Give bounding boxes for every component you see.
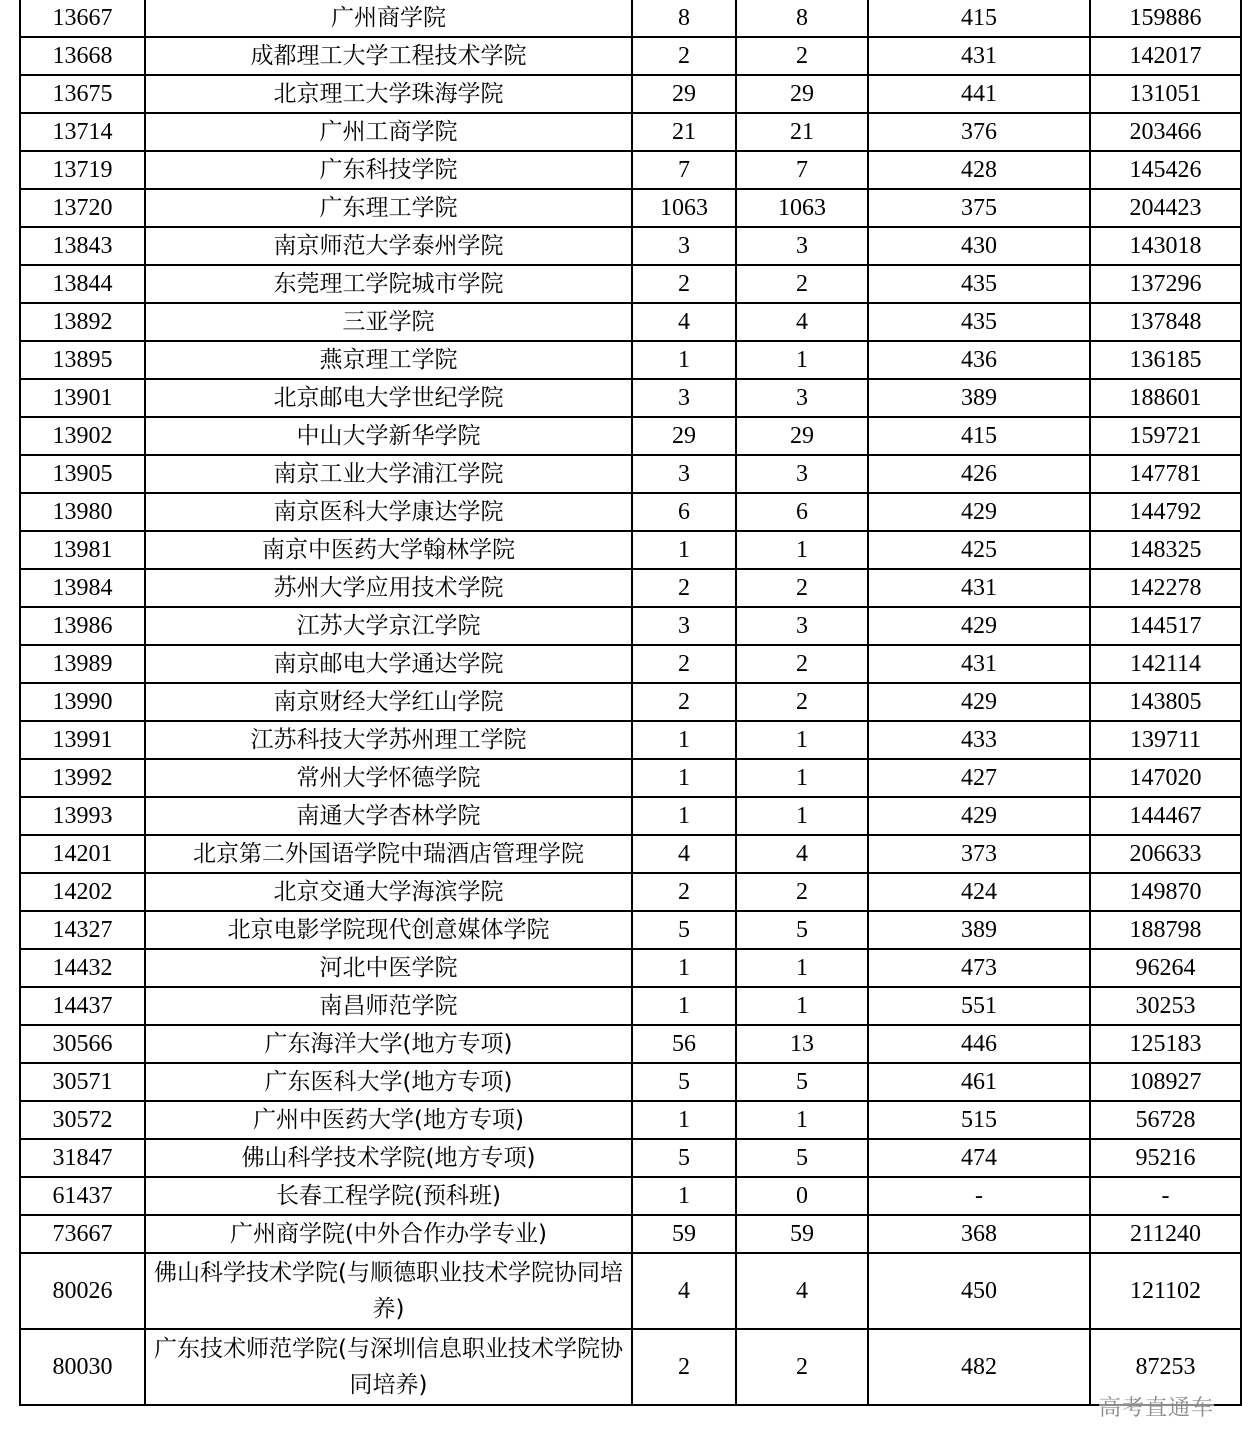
admitted-count-cell: 4 <box>736 303 868 341</box>
admitted-count-cell: 2 <box>736 683 868 721</box>
min-score-cell: 429 <box>868 607 1090 645</box>
school-name-cell: 苏州大学应用技术学院 <box>145 569 632 607</box>
admitted-count-cell: 59 <box>736 1215 868 1253</box>
table-row <box>20 1063 1241 1101</box>
admitted-count-cell: 1 <box>736 341 868 379</box>
admitted-count-cell: 2 <box>736 569 868 607</box>
table-row <box>20 1329 1241 1405</box>
school-name-cell: 常州大学怀德学院 <box>145 759 632 797</box>
school-name-cell: 北京电影学院现代创意媒体学院 <box>145 911 632 949</box>
school-code-cell: 13892 <box>20 303 145 341</box>
school-name-cell: 北京邮电大学世纪学院 <box>145 379 632 417</box>
school-name-cell: 河北中医学院 <box>145 949 632 987</box>
school-code-cell: 13905 <box>20 455 145 493</box>
min-rank-cell: 95216 <box>1090 1139 1241 1177</box>
min-score-cell: 551 <box>868 987 1090 1025</box>
table-row <box>20 379 1241 417</box>
plan-count-cell: 1 <box>632 987 736 1025</box>
school-name-cell: 南京中医药大学翰林学院 <box>145 531 632 569</box>
min-rank-cell: 56728 <box>1090 1101 1241 1139</box>
admitted-count-cell: 5 <box>736 1063 868 1101</box>
table-row <box>20 721 1241 759</box>
school-name-cell: 江苏科技大学苏州理工学院 <box>145 721 632 759</box>
table-row <box>20 835 1241 873</box>
min-score-cell: 389 <box>868 911 1090 949</box>
admitted-count-cell: 1 <box>736 759 868 797</box>
school-name-cell: 燕京理工学院 <box>145 341 632 379</box>
min-rank-cell: 147020 <box>1090 759 1241 797</box>
school-code-cell: 13719 <box>20 151 145 189</box>
school-name-cell: 南京医科大学康达学院 <box>145 493 632 531</box>
min-rank-cell: 148325 <box>1090 531 1241 569</box>
school-name-cell: 北京第二外国语学院中瑞酒店管理学院 <box>145 835 632 873</box>
min-score-cell: 436 <box>868 341 1090 379</box>
admitted-count-cell: 8 <box>736 0 868 37</box>
school-name-cell: 南京邮电大学通达学院 <box>145 645 632 683</box>
plan-count-cell: 4 <box>632 303 736 341</box>
min-score-cell: 433 <box>868 721 1090 759</box>
school-name-cell: 中山大学新华学院 <box>145 417 632 455</box>
school-name-cell: 成都理工大学工程技术学院 <box>145 37 632 75</box>
plan-count-cell: 2 <box>632 37 736 75</box>
school-code-cell: 73667 <box>20 1215 145 1253</box>
plan-count-cell: 29 <box>632 75 736 113</box>
min-score-cell: 373 <box>868 835 1090 873</box>
table-row <box>20 987 1241 1025</box>
min-score-cell: 461 <box>868 1063 1090 1101</box>
table-row <box>20 1025 1241 1063</box>
table-row <box>20 493 1241 531</box>
watermark: 高考直通车 <box>1099 1391 1214 1422</box>
plan-count-cell: 5 <box>632 1139 736 1177</box>
min-rank-cell: 147781 <box>1090 455 1241 493</box>
min-rank-cell: 30253 <box>1090 987 1241 1025</box>
school-name-cell: 北京交通大学海滨学院 <box>145 873 632 911</box>
plan-count-cell: 4 <box>632 835 736 873</box>
admitted-count-cell: 1 <box>736 949 868 987</box>
min-score-cell: 431 <box>868 569 1090 607</box>
min-rank-cell: 188798 <box>1090 911 1241 949</box>
plan-count-cell: 1063 <box>632 189 736 227</box>
table-row <box>20 759 1241 797</box>
min-score-cell: 435 <box>868 303 1090 341</box>
plan-count-cell: 2 <box>632 1329 736 1405</box>
table-row <box>20 265 1241 303</box>
min-score-cell: 427 <box>868 759 1090 797</box>
school-code-cell: 13989 <box>20 645 145 683</box>
admitted-count-cell: 29 <box>736 417 868 455</box>
min-score-cell: - <box>868 1177 1090 1215</box>
min-rank-cell: 137296 <box>1090 265 1241 303</box>
min-score-cell: 431 <box>868 645 1090 683</box>
admitted-count-cell: 3 <box>736 379 868 417</box>
min-score-cell: 424 <box>868 873 1090 911</box>
min-rank-cell: 159886 <box>1090 0 1241 37</box>
min-score-cell: 415 <box>868 0 1090 37</box>
school-code-cell: 30571 <box>20 1063 145 1101</box>
plan-count-cell: 2 <box>632 265 736 303</box>
school-name-cell: 东莞理工学院城市学院 <box>145 265 632 303</box>
min-score-cell: 435 <box>868 265 1090 303</box>
school-name-cell: 广州中医药大学(地方专项) <box>145 1101 632 1139</box>
table-row <box>20 683 1241 721</box>
school-name-cell: 广东技术师范学院(与深圳信息职业技术学院协同培养) <box>145 1329 632 1405</box>
school-name-cell: 江苏大学京江学院 <box>145 607 632 645</box>
min-rank-cell: 203466 <box>1090 113 1241 151</box>
plan-count-cell: 1 <box>632 341 736 379</box>
table-row <box>20 531 1241 569</box>
table-row <box>20 1139 1241 1177</box>
table-row <box>20 455 1241 493</box>
table-row <box>20 189 1241 227</box>
table-row <box>20 341 1241 379</box>
school-code-cell: 14327 <box>20 911 145 949</box>
admitted-count-cell: 2 <box>736 873 868 911</box>
school-code-cell: 13714 <box>20 113 145 151</box>
school-code-cell: 13991 <box>20 721 145 759</box>
school-name-cell: 南京师范大学泰州学院 <box>145 227 632 265</box>
plan-count-cell: 5 <box>632 1063 736 1101</box>
min-rank-cell: 139711 <box>1090 721 1241 759</box>
admitted-count-cell: 5 <box>736 911 868 949</box>
table-body <box>20 0 1241 1405</box>
school-name-cell: 长春工程学院(预科班) <box>145 1177 632 1215</box>
school-code-cell: 13980 <box>20 493 145 531</box>
admitted-count-cell: 13 <box>736 1025 868 1063</box>
school-name-cell: 佛山科学技术学院(与顺德职业技术学院协同培养) <box>145 1253 632 1329</box>
min-rank-cell: 121102 <box>1090 1253 1241 1329</box>
school-code-cell: 13986 <box>20 607 145 645</box>
plan-count-cell: 5 <box>632 911 736 949</box>
school-name-cell: 佛山科学技术学院(地方专项) <box>145 1139 632 1177</box>
admitted-count-cell: 6 <box>736 493 868 531</box>
school-code-cell: 13675 <box>20 75 145 113</box>
school-code-cell: 61437 <box>20 1177 145 1215</box>
plan-count-cell: 1 <box>632 797 736 835</box>
admitted-count-cell: 29 <box>736 75 868 113</box>
min-rank-cell: 136185 <box>1090 341 1241 379</box>
admitted-count-cell: 1 <box>736 721 868 759</box>
min-score-cell: 430 <box>868 227 1090 265</box>
table-row <box>20 1215 1241 1253</box>
plan-count-cell: 1 <box>632 721 736 759</box>
school-name-cell: 南通大学杏林学院 <box>145 797 632 835</box>
min-rank-cell: 144792 <box>1090 493 1241 531</box>
min-rank-cell: 142017 <box>1090 37 1241 75</box>
admitted-count-cell: 1 <box>736 531 868 569</box>
table-row <box>20 227 1241 265</box>
admitted-count-cell: 1 <box>736 797 868 835</box>
table-row <box>20 37 1241 75</box>
min-rank-cell: 204423 <box>1090 189 1241 227</box>
min-score-cell: 473 <box>868 949 1090 987</box>
min-rank-cell: 137848 <box>1090 303 1241 341</box>
admissions-table <box>19 0 1242 1406</box>
school-code-cell: 14437 <box>20 987 145 1025</box>
min-rank-cell: 144517 <box>1090 607 1241 645</box>
school-code-cell: 13990 <box>20 683 145 721</box>
min-score-cell: 441 <box>868 75 1090 113</box>
plan-count-cell: 4 <box>632 1253 736 1329</box>
school-code-cell: 13844 <box>20 265 145 303</box>
plan-count-cell: 29 <box>632 417 736 455</box>
min-rank-cell: 143018 <box>1090 227 1241 265</box>
admitted-count-cell: 3 <box>736 607 868 645</box>
school-code-cell: 13981 <box>20 531 145 569</box>
admitted-count-cell: 21 <box>736 113 868 151</box>
school-code-cell: 14432 <box>20 949 145 987</box>
table-row <box>20 1177 1241 1215</box>
plan-count-cell: 8 <box>632 0 736 37</box>
admitted-count-cell: 1063 <box>736 189 868 227</box>
school-code-cell: 80030 <box>20 1329 145 1405</box>
plan-count-cell: 3 <box>632 607 736 645</box>
min-rank-cell: 108927 <box>1090 1063 1241 1101</box>
min-rank-cell: 206633 <box>1090 835 1241 873</box>
table-row <box>20 303 1241 341</box>
school-name-cell: 南昌师范学院 <box>145 987 632 1025</box>
school-code-cell: 13902 <box>20 417 145 455</box>
school-code-cell: 13984 <box>20 569 145 607</box>
school-code-cell: 13843 <box>20 227 145 265</box>
min-score-cell: 515 <box>868 1101 1090 1139</box>
min-score-cell: 450 <box>868 1253 1090 1329</box>
school-code-cell: 14202 <box>20 873 145 911</box>
min-rank-cell: 142278 <box>1090 569 1241 607</box>
admitted-count-cell: 5 <box>736 1139 868 1177</box>
plan-count-cell: 3 <box>632 227 736 265</box>
school-name-cell: 三亚学院 <box>145 303 632 341</box>
min-rank-cell: 188601 <box>1090 379 1241 417</box>
min-score-cell: 375 <box>868 189 1090 227</box>
table-row <box>20 645 1241 683</box>
table-row <box>20 75 1241 113</box>
min-score-cell: 429 <box>868 797 1090 835</box>
school-code-cell: 13668 <box>20 37 145 75</box>
plan-count-cell: 21 <box>632 113 736 151</box>
table-row <box>20 873 1241 911</box>
school-code-cell: 13901 <box>20 379 145 417</box>
school-name-cell: 广东科技学院 <box>145 151 632 189</box>
school-name-cell: 广东海洋大学(地方专项) <box>145 1025 632 1063</box>
min-score-cell: 429 <box>868 493 1090 531</box>
school-name-cell: 广州商学院(中外合作办学专业) <box>145 1215 632 1253</box>
table-row <box>20 1253 1241 1329</box>
admitted-count-cell: 2 <box>736 37 868 75</box>
school-code-cell: 30566 <box>20 1025 145 1063</box>
admitted-count-cell: 1 <box>736 1101 868 1139</box>
min-rank-cell: 125183 <box>1090 1025 1241 1063</box>
min-score-cell: 431 <box>868 37 1090 75</box>
school-name-cell: 北京理工大学珠海学院 <box>145 75 632 113</box>
table-row <box>20 0 1241 37</box>
min-rank-cell: 211240 <box>1090 1215 1241 1253</box>
min-rank-cell: 159721 <box>1090 417 1241 455</box>
school-name-cell: 广东医科大学(地方专项) <box>145 1063 632 1101</box>
min-score-cell: 429 <box>868 683 1090 721</box>
plan-count-cell: 3 <box>632 379 736 417</box>
plan-count-cell: 1 <box>632 531 736 569</box>
admitted-count-cell: 3 <box>736 455 868 493</box>
table-row <box>20 113 1241 151</box>
plan-count-cell: 3 <box>632 455 736 493</box>
min-rank-cell: 144467 <box>1090 797 1241 835</box>
admitted-count-cell: 3 <box>736 227 868 265</box>
table-row <box>20 911 1241 949</box>
plan-count-cell: 1 <box>632 1101 736 1139</box>
min-rank-cell: 131051 <box>1090 75 1241 113</box>
table-row <box>20 797 1241 835</box>
plan-count-cell: 2 <box>632 645 736 683</box>
school-code-cell: 13720 <box>20 189 145 227</box>
admitted-count-cell: 2 <box>736 645 868 683</box>
school-code-cell: 31847 <box>20 1139 145 1177</box>
school-code-cell: 13993 <box>20 797 145 835</box>
min-score-cell: 376 <box>868 113 1090 151</box>
min-score-cell: 446 <box>868 1025 1090 1063</box>
plan-count-cell: 2 <box>632 683 736 721</box>
plan-count-cell: 1 <box>632 759 736 797</box>
min-rank-cell: 87253 <box>1090 1329 1241 1405</box>
plan-count-cell: 2 <box>632 569 736 607</box>
school-name-cell: 广东理工学院 <box>145 189 632 227</box>
min-rank-cell: 143805 <box>1090 683 1241 721</box>
min-score-cell: 428 <box>868 151 1090 189</box>
school-code-cell: 13667 <box>20 0 145 37</box>
min-rank-cell: 96264 <box>1090 949 1241 987</box>
min-score-cell: 415 <box>868 417 1090 455</box>
school-code-cell: 13895 <box>20 341 145 379</box>
plan-count-cell: 1 <box>632 949 736 987</box>
school-name-cell: 广州工商学院 <box>145 113 632 151</box>
plan-count-cell: 56 <box>632 1025 736 1063</box>
table-row <box>20 949 1241 987</box>
admitted-count-cell: 2 <box>736 265 868 303</box>
school-code-cell: 14201 <box>20 835 145 873</box>
school-code-cell: 80026 <box>20 1253 145 1329</box>
min-rank-cell: 145426 <box>1090 151 1241 189</box>
plan-count-cell: 6 <box>632 493 736 531</box>
admitted-count-cell: 0 <box>736 1177 868 1215</box>
admitted-count-cell: 2 <box>736 1329 868 1405</box>
admitted-count-cell: 4 <box>736 1253 868 1329</box>
plan-count-cell: 59 <box>632 1215 736 1253</box>
school-name-cell: 南京财经大学红山学院 <box>145 683 632 721</box>
min-rank-cell: 142114 <box>1090 645 1241 683</box>
min-score-cell: 368 <box>868 1215 1090 1253</box>
school-name-cell: 广州商学院 <box>145 0 632 37</box>
table-row <box>20 607 1241 645</box>
min-score-cell: 389 <box>868 379 1090 417</box>
school-code-cell: 30572 <box>20 1101 145 1139</box>
school-name-cell: 南京工业大学浦江学院 <box>145 455 632 493</box>
plan-count-cell: 7 <box>632 151 736 189</box>
min-score-cell: 474 <box>868 1139 1090 1177</box>
table-row <box>20 1101 1241 1139</box>
admitted-count-cell: 4 <box>736 835 868 873</box>
plan-count-cell: 1 <box>632 1177 736 1215</box>
school-code-cell: 13992 <box>20 759 145 797</box>
admitted-count-cell: 7 <box>736 151 868 189</box>
table-row <box>20 569 1241 607</box>
min-score-cell: 425 <box>868 531 1090 569</box>
min-rank-cell: - <box>1090 1177 1241 1215</box>
min-score-cell: 426 <box>868 455 1090 493</box>
plan-count-cell: 2 <box>632 873 736 911</box>
table-row <box>20 417 1241 455</box>
min-rank-cell: 149870 <box>1090 873 1241 911</box>
table-row <box>20 151 1241 189</box>
admitted-count-cell: 1 <box>736 987 868 1025</box>
min-score-cell: 482 <box>868 1329 1090 1405</box>
